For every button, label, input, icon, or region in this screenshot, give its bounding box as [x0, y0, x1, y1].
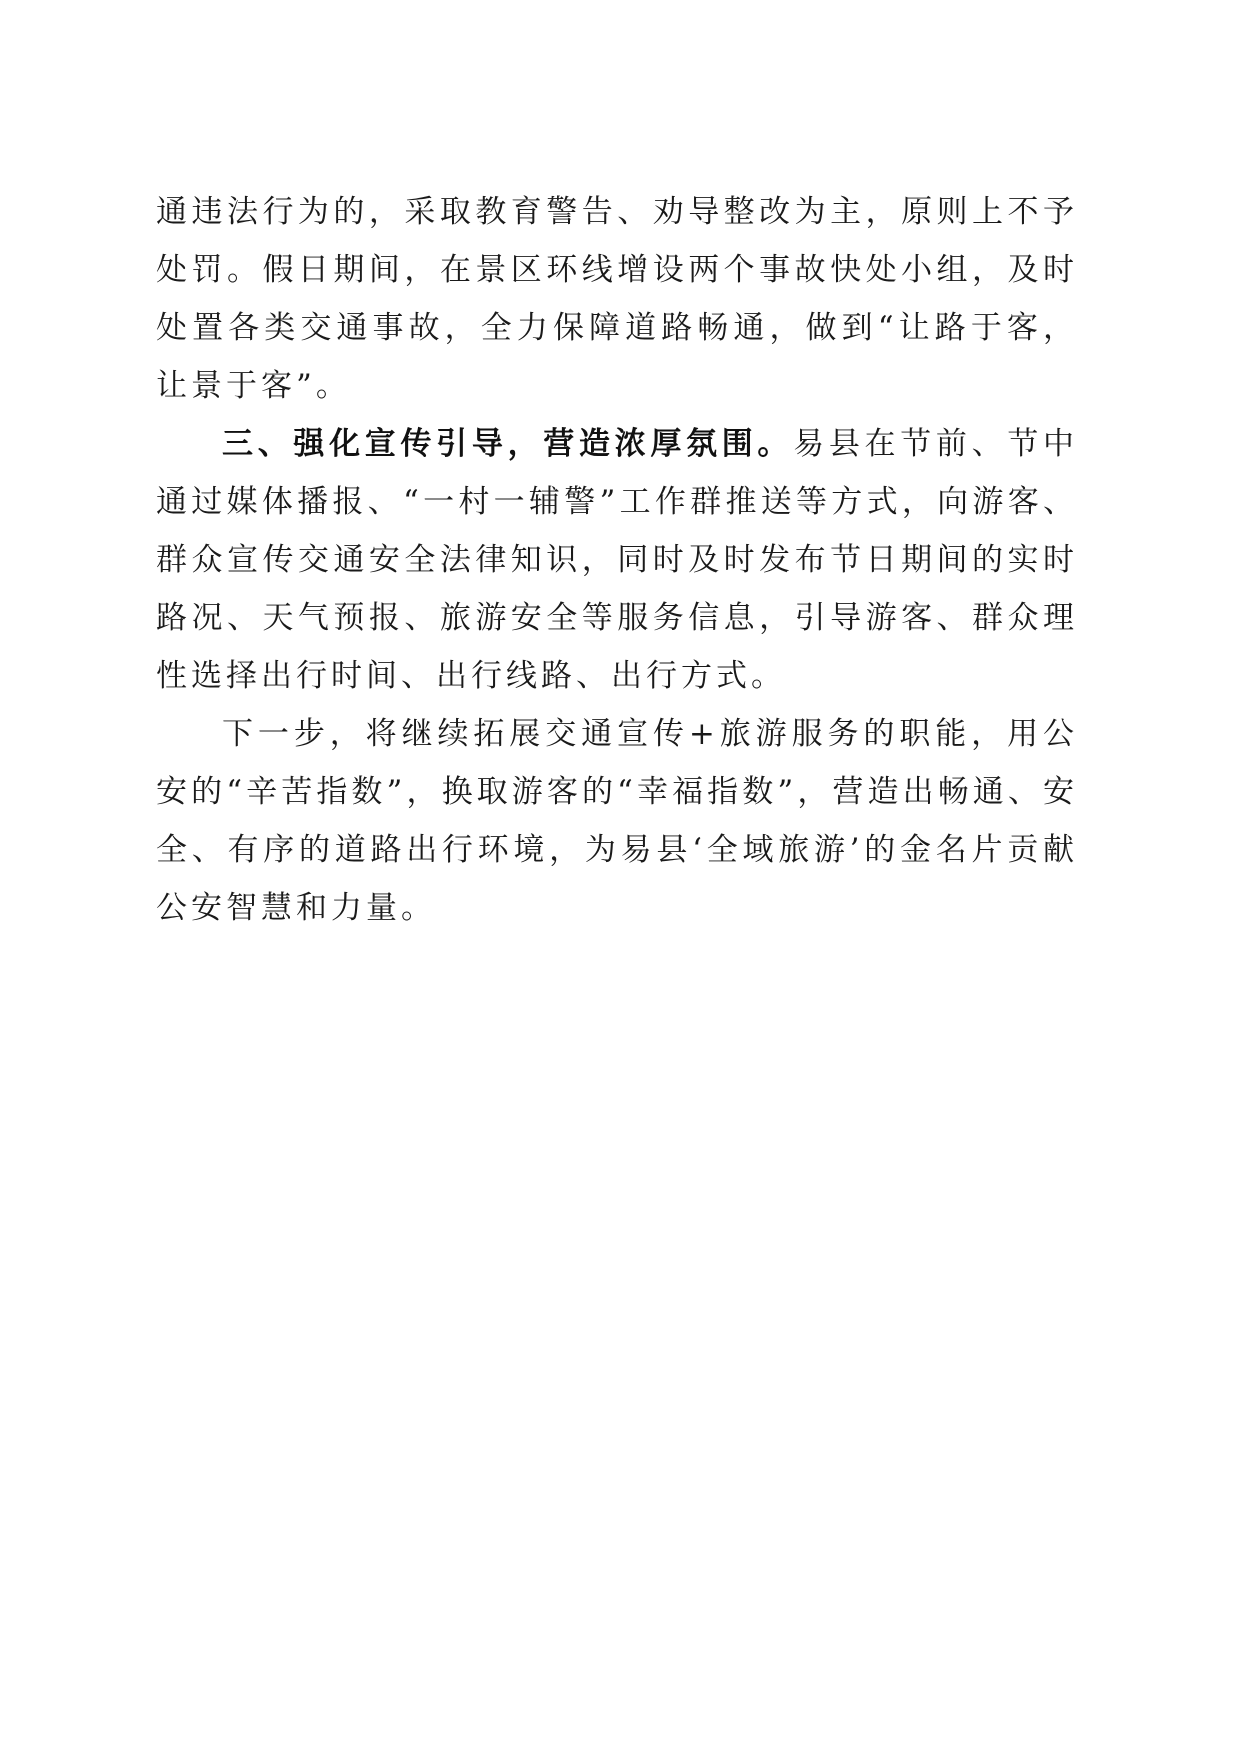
- paragraph-publicity-guidance: [156, 415, 1078, 705]
- paragraph-traffic-handling: [156, 183, 1078, 415]
- paragraph-text: 易县在节前、节中通过媒体播报、“一村一辅警”工作群推送等方式，向游客、群众宣传交通安全法律知识，同时及时发布节日期间的实时路况、天气预报、旅游安全等服务信息，引导游客、群众理性选择出行时间、出行线路、出行方式。: [156, 426, 1079, 694]
- section-heading: 三、强化宣传引导，营造浓厚氛围。: [222, 426, 794, 462]
- paragraph-next-steps: [156, 705, 1078, 937]
- paragraph-text: 下一步，将继续拓展交通宣传+旅游服务的职能，用公安的“辛苦指数”，换取游客的“幸福指数”，营造出畅通、安全、有序的道路出行环境，为易县‘全域旅游’的金名片贡献公安智慧和力量。: [156, 716, 1078, 926]
- document-body: [156, 183, 1078, 937]
- paragraph-text: 通违法行为的，采取教育警告、劝导整改为主，原则上不予处罚。假日期间，在景区环线增设两个事故快处小组，及时处置各类交通事故，全力保障道路畅通，做到“让路于客，让景于客”。: [156, 194, 1078, 404]
